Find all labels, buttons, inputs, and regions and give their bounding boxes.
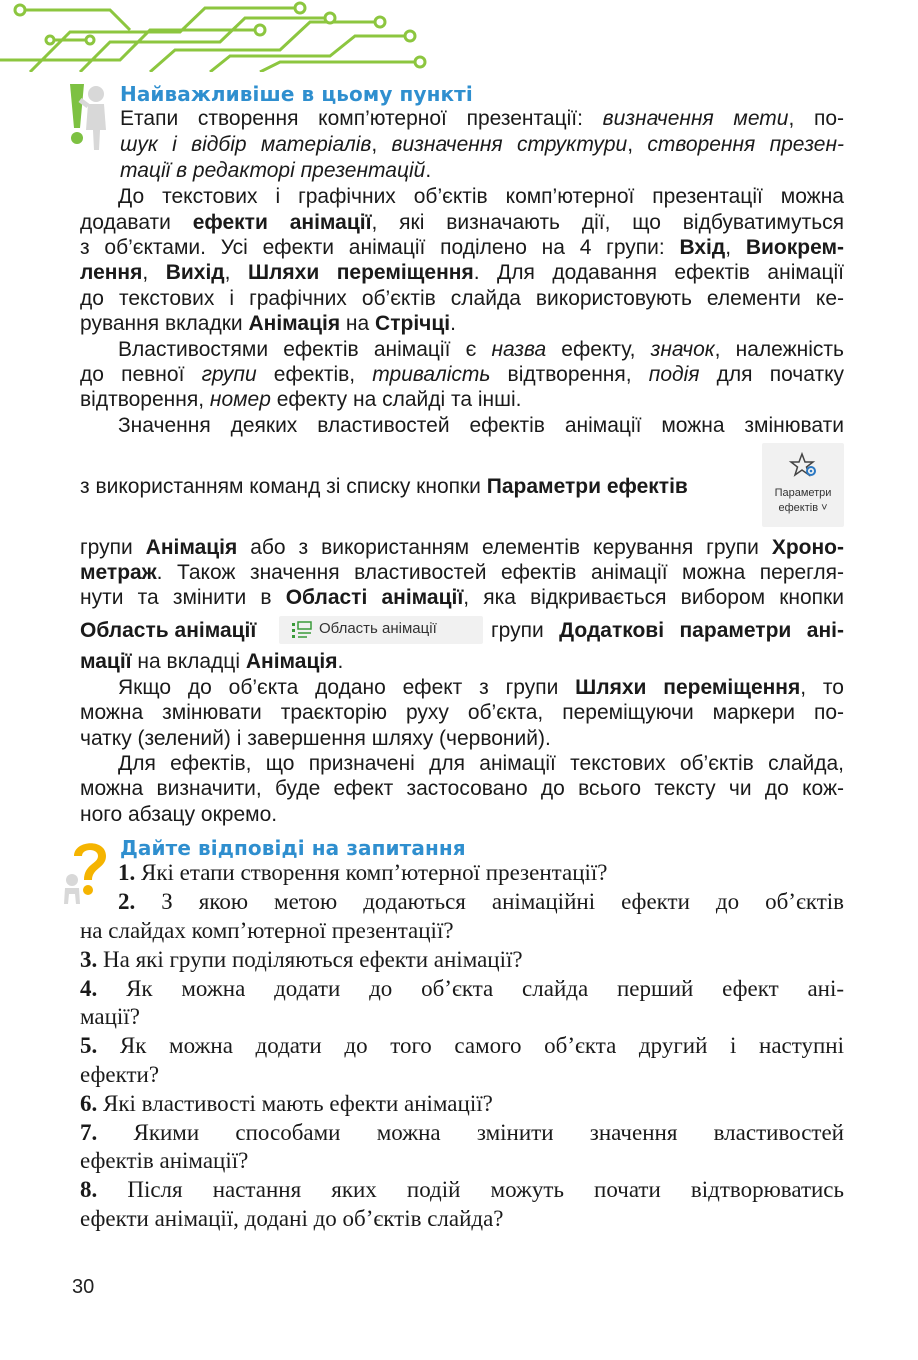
animation-pane-label: Область анімації bbox=[319, 620, 437, 637]
question-2-cont: на слайдах комп’ютерної презентації? bbox=[80, 918, 454, 943]
effect-options-button[interactable] bbox=[762, 443, 844, 527]
paragraph-line: До текстових і графічних об’єктів комп’ютерної презентації можна bbox=[118, 185, 844, 208]
paragraph-line: додавати ефекти анімації, які визначають дії, що відбуватимуться bbox=[80, 211, 845, 234]
paragraph-line: метраж. Також значення властивостей ефектів анімації можна перегля- bbox=[80, 561, 844, 584]
question-7: 7. Якими способами можна змінити значення властивостей bbox=[80, 1120, 844, 1145]
paragraph-line: з об’єктами. Усі ефекти анімації поділено на 4 групи: Вхід, Виокрем- bbox=[80, 236, 844, 259]
paragraph-line: до текстових і графічних об’єктів слайда використовують елементи ке- bbox=[80, 287, 844, 310]
paragraph-line: шук і відбір матеріалів, визначення структури, створення презен- bbox=[120, 133, 844, 156]
question-figure-icon bbox=[60, 836, 116, 908]
animation-pane-button[interactable] bbox=[279, 616, 483, 644]
question-7-cont: ефектів анімації? bbox=[80, 1148, 249, 1173]
paragraph-line: Область анімації bbox=[80, 619, 257, 642]
paragraph-line: чатку (зелений) і завершення шляху (червоний). bbox=[80, 727, 551, 750]
paragraph-line: мації на вкладці Анімація. bbox=[80, 650, 344, 673]
circuit-decoration bbox=[0, 0, 430, 72]
paragraph-line: Якщо до об’єкта додано ефект з групи Шляхи переміщення, то bbox=[118, 676, 844, 699]
page-number: 30 bbox=[72, 1276, 95, 1298]
effect-options-label-line1: Параметри bbox=[774, 487, 832, 499]
question-8-cont: ефекти анімації, додані до об’єктів слайда? bbox=[80, 1206, 504, 1231]
paragraph-line: тації в редакторі презентацій. bbox=[120, 159, 432, 182]
paragraph-line: групи Додаткові параметри ані- bbox=[491, 619, 844, 642]
star-gear-icon bbox=[788, 451, 820, 483]
paragraph-line: Значення деяких властивостей ефектів анімації можна змінювати bbox=[118, 414, 844, 437]
effect-options-label-line2: ефектів ˅ bbox=[778, 502, 828, 514]
paragraph-line: лення, Вихід, Шляхи переміщення. Для додавання ефектів анімації bbox=[80, 261, 845, 284]
question-6: 6. Які властивості мають ефекти анімації? bbox=[80, 1091, 493, 1116]
paragraph-line: можна визначити, буде ефект застосовано до всього тексту чи до кож- bbox=[80, 777, 844, 800]
paragraph-line: можна змінювати траєкторію руху об’єкта, переміщуючи маркери по- bbox=[80, 701, 844, 724]
section-title-questions: Дайте відповіді на запитання bbox=[120, 836, 466, 860]
paragraph-line: нути та змінити в Області анімації, яка відкривається вибором кнопки bbox=[80, 586, 844, 609]
paragraph-line: Етапи створення комп’ютерної презентації: визначення мети, по- bbox=[120, 107, 844, 130]
paragraph-line: Для ефектів, що призначені для анімації текстових об’єктів слайда, bbox=[118, 752, 844, 775]
animation-pane-icon bbox=[291, 621, 313, 639]
question-4: 4. Як можна додати до об’єкта слайда перший ефект ані- bbox=[80, 976, 845, 1001]
section-title-key-points: Найважливіше в цьому пункті bbox=[120, 82, 473, 106]
question-2: 2. З якою метою додаються анімаційні ефекти до об’єктів bbox=[118, 889, 844, 914]
paragraph-line: ного абзацу окремо. bbox=[80, 803, 278, 826]
question-5-cont: ефекти? bbox=[80, 1062, 160, 1087]
question-8: 8. Після настання яких подій можуть почати відтворюватись bbox=[80, 1177, 844, 1202]
question-3: 3. На які групи поділяються ефекти анімації? bbox=[80, 947, 523, 972]
paragraph-line: групи Анімація або з використанням елементів керування групи Хроно- bbox=[80, 536, 844, 559]
question-4-cont: мації? bbox=[80, 1004, 140, 1029]
paragraph-line: рування вкладки Анімація на Стрічці. bbox=[80, 312, 456, 335]
paragraph-line: Властивостями ефектів анімації є назва ефекту, значок, належність bbox=[118, 338, 844, 361]
question-1: 1. Які етапи створення комп’ютерної презентації? bbox=[118, 860, 608, 885]
question-5: 5. Як можна додати до того самого об’єкта другий і наступні bbox=[80, 1033, 844, 1058]
paragraph-line: з використанням команд зі списку кнопки Параметри ефектів bbox=[80, 475, 688, 498]
exclamation-figure-icon bbox=[62, 80, 118, 152]
paragraph-line: відтворення, номер ефекту на слайді та інші. bbox=[80, 388, 522, 411]
paragraph-line: до певної групи ефектів, тривалість відтворення, подія для початку bbox=[80, 363, 844, 386]
